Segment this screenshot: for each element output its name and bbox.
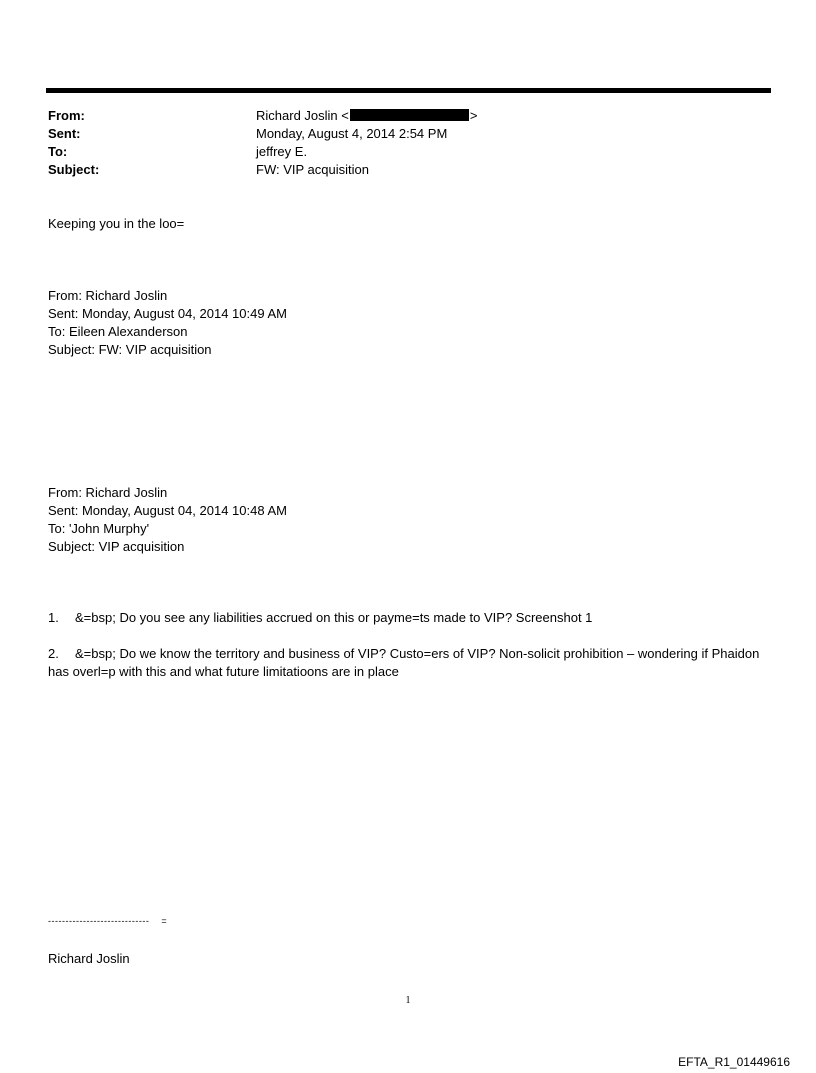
list-item [48, 609, 768, 627]
list-item-text: &=bsp; Do you see any liabilities accrued on this or payme=ts made to VIP? Screenshot 1 [75, 610, 593, 625]
redaction-block [350, 109, 469, 121]
signature-separator: ----------------------------- = [48, 916, 168, 926]
document-id: EFTA_R1_01449616 [678, 1055, 790, 1069]
forward1-to: To: Eileen Alexanderson [48, 324, 188, 339]
from-label: From: [48, 108, 85, 123]
list-item-number: 1. [48, 610, 59, 625]
from-name: Richard Joslin < [256, 108, 349, 123]
from-close-bracket: > [469, 108, 478, 123]
page-number: 1 [405, 995, 411, 1006]
forward2-sent: Sent: Monday, August 04, 2014 10:48 AM [48, 503, 287, 518]
body-intro-text: Keeping you in the loo= [48, 216, 185, 231]
forward2-subject: Subject: VIP acquisition [48, 539, 185, 554]
forward1-from: From: Richard Joslin [48, 288, 168, 303]
signature-name: Richard Joslin [48, 951, 130, 966]
subject-label: Subject: [48, 162, 100, 177]
forward1-subject: Subject: FW: VIP acquisition [48, 342, 212, 357]
list-item [48, 645, 768, 681]
to-value: jeffrey E. [256, 144, 308, 159]
list-item-text: &=bsp; Do we know the territory and business of VIP? Custo=ers of VIP? Non-solicit prohibition – wondering if Phaidon has overl=p with this and what future limitatioons are in place [48, 646, 760, 679]
subject-value: FW: VIP acquisition [256, 162, 369, 177]
from-value [256, 107, 477, 125]
sent-label: Sent: [48, 126, 81, 141]
forward2-from: From: Richard Joslin [48, 485, 168, 500]
header-divider-rule [46, 88, 771, 93]
sent-value: Monday, August 4, 2014 2:54 PM [256, 126, 448, 141]
forward1-sent: Sent: Monday, August 04, 2014 10:49 AM [48, 306, 287, 321]
list-item-number: 2. [48, 646, 59, 661]
forward2-to: To: 'John Murphy' [48, 521, 150, 536]
to-label: To: [48, 144, 68, 159]
